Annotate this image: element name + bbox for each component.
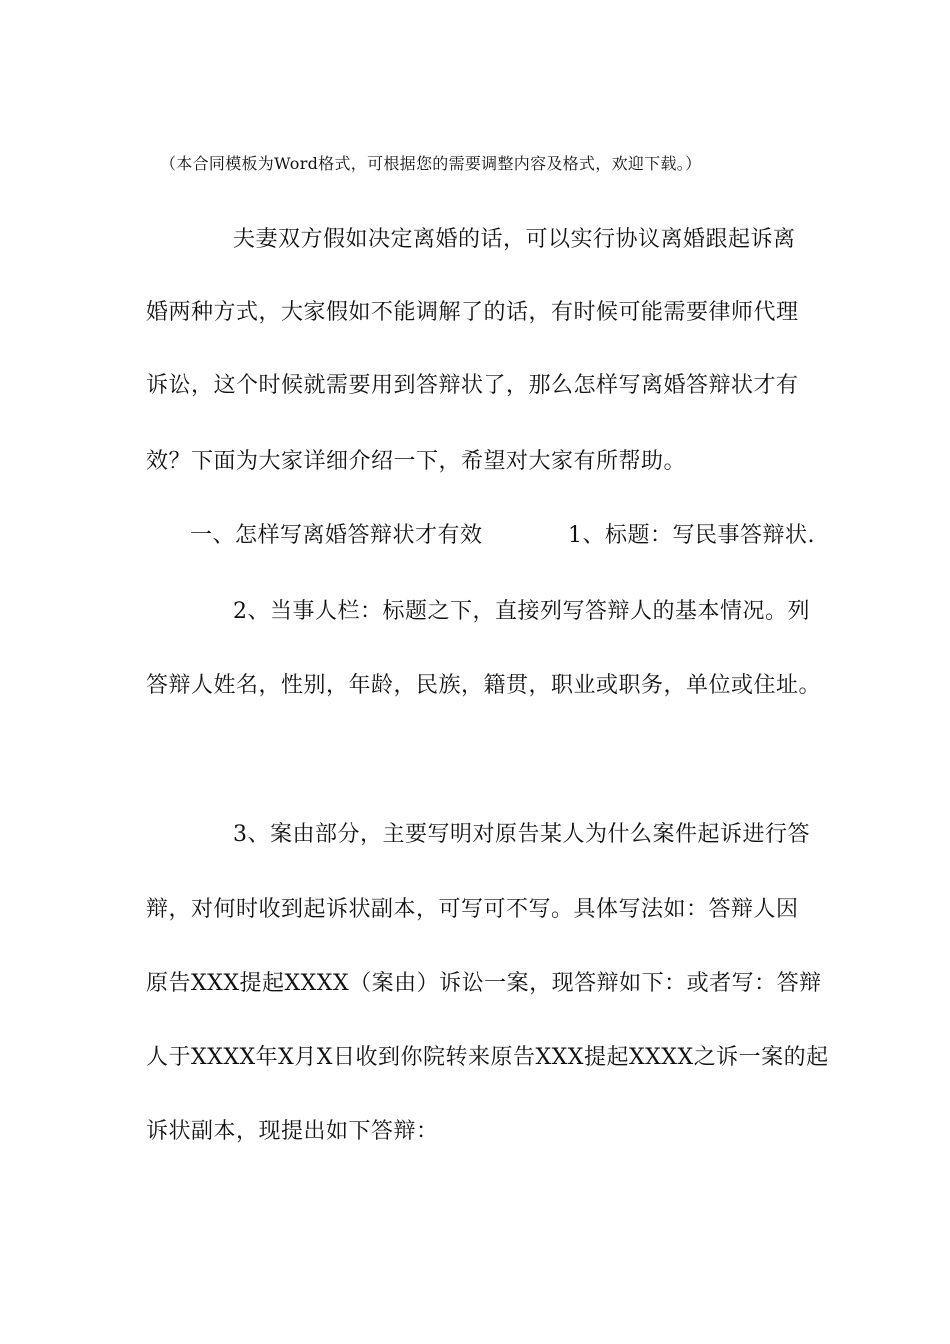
item-3-line-2: 辩，对何时收到起诉状副本，可写可不写。具体写法如：答辩人因 (146, 897, 799, 922)
intro-line-1: 夫妻双方假如决定离婚的话，可以实行协议离婚跟起诉离 (233, 227, 796, 252)
intro-line-4: 效？下面为大家详细介绍一下，希望对大家有所帮助。 (146, 449, 687, 474)
item-1-title: 1、标题：写民事答辩状. (568, 523, 815, 548)
item-3-line-1: 3、案由部分，主要写明对原告某人为什么案件起诉进行答 (233, 822, 810, 847)
intro-line-3: 诉讼，这个时候就需要用到答辩状了，那么怎样写离婚答辩状才有 (146, 373, 799, 398)
item-2-line-1: 2、当事人栏：标题之下，直接列写答辩人的基本情况。列 (233, 599, 810, 624)
template-note: （本合同模板为Word格式，可根据您的需要调整内容及格式，欢迎下载。） (160, 154, 702, 173)
item-3-line-4: 人于XXXX年X月X日收到你院转来原告XXX提起XXXX之诉一案的起 (146, 1045, 829, 1070)
item-2-line-2: 答辩人姓名，性别，年龄，民族，籍贯，职业或职务，单位或住址。 (146, 673, 822, 698)
item-3-line-3: 原告XXX提起XXXX（案由）诉讼一案，现答辩如下：或者写：答辩 (146, 971, 822, 996)
intro-line-2: 婚两种方式，大家假如不能调解了的话，有时候可能需要律师代理 (146, 300, 799, 325)
section-1-row (0, 521, 950, 551)
section-1-title: 一、怎样写离婚答辩状才有效 (190, 523, 483, 548)
item-3-line-5: 诉状副本，现提出如下答辩： (146, 1119, 439, 1144)
